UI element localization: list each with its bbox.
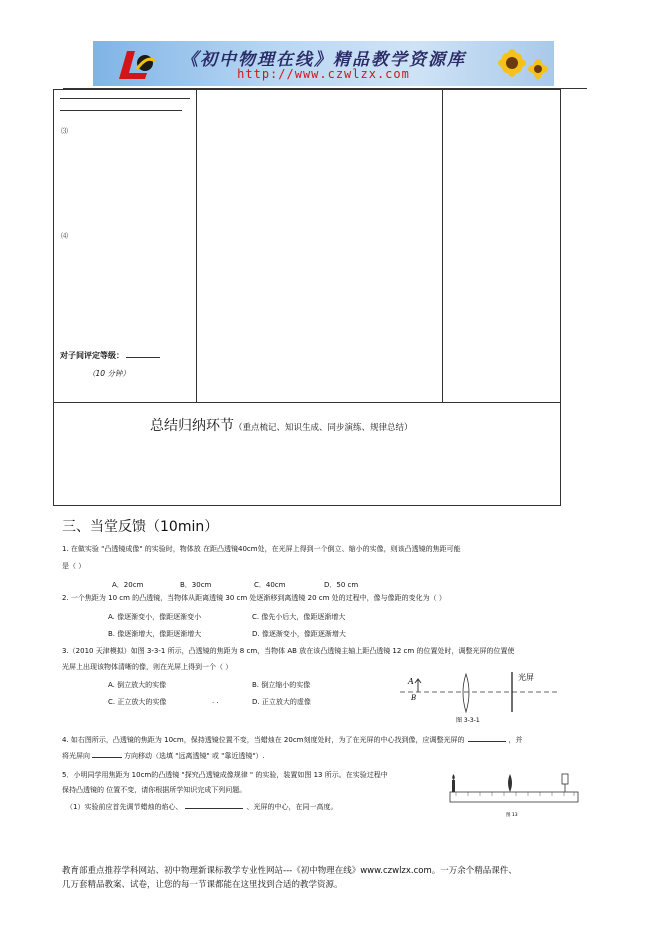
q5-text-a: （1）实验前应首先调节蜡烛的焰心、 bbox=[66, 803, 183, 811]
grade-blank[interactable] bbox=[126, 349, 160, 358]
convex-lens-icon bbox=[508, 774, 512, 792]
q2-option-d[interactable]: D. 像逐渐变小，像距逐渐增大 bbox=[252, 630, 346, 638]
optical-bench-diagram bbox=[448, 770, 580, 822]
question-5-text: 5．小明同学用焦距为 10cm的凸透镜 "探究凸透镜成像规律 " 的实验，装置如图 13 所示。在实验过程中 bbox=[62, 771, 388, 779]
blank-line bbox=[60, 110, 182, 111]
question-1-text: 1. 在做实验 "凸透镜成像" 的实验时，物体放 在距凸透镜40cm处，在光屏上得到一个倒立、缩小的实像，则该凸透镜的焦距可能 bbox=[62, 545, 461, 553]
summary-title: 总结归纳环节 bbox=[150, 418, 234, 434]
summary-note: （重点梳记、知识生成、同步演练、规律总结） bbox=[234, 423, 413, 433]
label-b: B bbox=[411, 694, 417, 702]
convex-lens-icon bbox=[463, 674, 469, 712]
site-banner bbox=[93, 41, 554, 86]
q4-answer-blank-2[interactable] bbox=[92, 757, 122, 758]
q5-answer-blank[interactable] bbox=[185, 808, 243, 809]
q1-option-c[interactable]: C．40cm bbox=[254, 581, 286, 589]
peer-evaluation bbox=[60, 349, 160, 361]
q3-option-a[interactable]: A. 倒立放大的实像 bbox=[108, 681, 167, 689]
blank-line bbox=[60, 98, 190, 99]
time-note: （10 分钟） bbox=[88, 369, 130, 378]
question-3-text-cont: 光屏上出现该物体清晰的像，则在光屏上得到一个（ ） bbox=[62, 663, 233, 671]
remarks-column bbox=[442, 90, 560, 403]
item-marker-4: ⑷ bbox=[61, 232, 68, 240]
banner-title: 《初中物理在线》精品教学资源库 bbox=[181, 50, 466, 70]
q3-option-c[interactable]: C. 正立放大的实像 bbox=[108, 698, 167, 706]
peer-eval-label: 对子间评定等级： bbox=[60, 351, 124, 360]
question-5-part-1 bbox=[66, 802, 337, 812]
candle-icon bbox=[452, 780, 455, 792]
bench-ruler bbox=[450, 792, 578, 802]
screen-label: 光屏 bbox=[518, 673, 534, 682]
q4-text-a: 4. 如右图所示，凸透镜的焦距为 10cm，保持透镜位置不变，当蜡烛在 20cm刻度处时，为了在光屏的中心找到像，应调整光屏的 bbox=[62, 736, 465, 744]
notes-column bbox=[54, 90, 197, 403]
question-5-text-cont: 保持凸透镜的 位置不变，请你根据所学知识完成下列问题。 bbox=[62, 786, 247, 794]
figure-caption: 图 13 bbox=[506, 813, 518, 818]
lesson-table bbox=[53, 89, 561, 506]
q2-option-c[interactable]: C. 像先小后大，像距逐渐增大 bbox=[252, 613, 346, 621]
q4-answer-blank-1[interactable] bbox=[468, 741, 506, 742]
question-1-text-cont: 是（ ） bbox=[62, 562, 86, 570]
q4-text-b: ，并 bbox=[508, 736, 523, 744]
q3-option-d[interactable]: D. 正立放大的虚像 bbox=[252, 698, 311, 706]
flame-icon bbox=[452, 774, 455, 780]
q1-option-b[interactable]: B．30cm bbox=[180, 581, 212, 589]
question-4-text-cont bbox=[62, 751, 265, 761]
q4-text-d: 方向移动（选填 "远离透镜" 或 "靠近透镜"）. bbox=[124, 752, 265, 760]
footer bbox=[62, 864, 602, 892]
content-column bbox=[197, 90, 442, 403]
item-marker-3: ⑶ bbox=[61, 127, 68, 135]
screen-icon bbox=[562, 774, 568, 784]
q1-option-d[interactable]: D．50 cm bbox=[324, 581, 359, 589]
footer-line-2: 几万套精品教案、试卷，让您的每一节课都能在这里找到合适的教学资源。 bbox=[62, 880, 343, 890]
q3-option-b[interactable]: B. 倒立缩小的实像 bbox=[252, 681, 311, 689]
sunflower-icon bbox=[490, 43, 550, 86]
q4-text-c: 将光屏向 bbox=[62, 752, 90, 760]
question-4-text bbox=[62, 735, 523, 745]
summary-row bbox=[54, 403, 561, 506]
q2-option-b[interactable]: B. 像逐渐增大，像距逐渐增大 bbox=[108, 630, 202, 638]
q2-option-a[interactable]: A. 像逐渐变小，像距逐渐变小 bbox=[108, 613, 202, 621]
q1-option-a[interactable]: A．20cm bbox=[112, 581, 144, 589]
question-3-text: 3.（2010 天津模拟）如图 3-3-1 所示，凸透镜的焦距为 8 cm，当物体 AB 放在该凸透镜主轴上距凸透镜 12 cm 的位置处时，调整光屏的位置使 bbox=[62, 647, 515, 655]
banner-url[interactable]: http://www.czwlzx.com bbox=[237, 67, 410, 81]
summary-heading bbox=[150, 415, 413, 435]
question-2-text: 2. 一个焦距为 10 cm 的凸透镜，当物体从距离透镜 30 cm 处逐渐移到离透镜 20 cm 处的过程中，像与像距的变化为（ ） bbox=[62, 594, 446, 602]
q3-dots: . . bbox=[212, 697, 219, 705]
figure-caption: 图 3-3-1 bbox=[456, 717, 480, 724]
lens-diagram bbox=[398, 670, 583, 732]
footer-line-1: 教育部重点推荐学科网站、初中物理新课标教学专业性网站---《初中物理在线》www.czwlzx.com。一万余个精品课件、 bbox=[62, 866, 517, 876]
q5-text-b: 、光屏的中心，在同一高度。 bbox=[246, 803, 338, 811]
label-a: A bbox=[408, 677, 414, 686]
section-heading: 三、当堂反馈（10min） bbox=[62, 519, 219, 535]
